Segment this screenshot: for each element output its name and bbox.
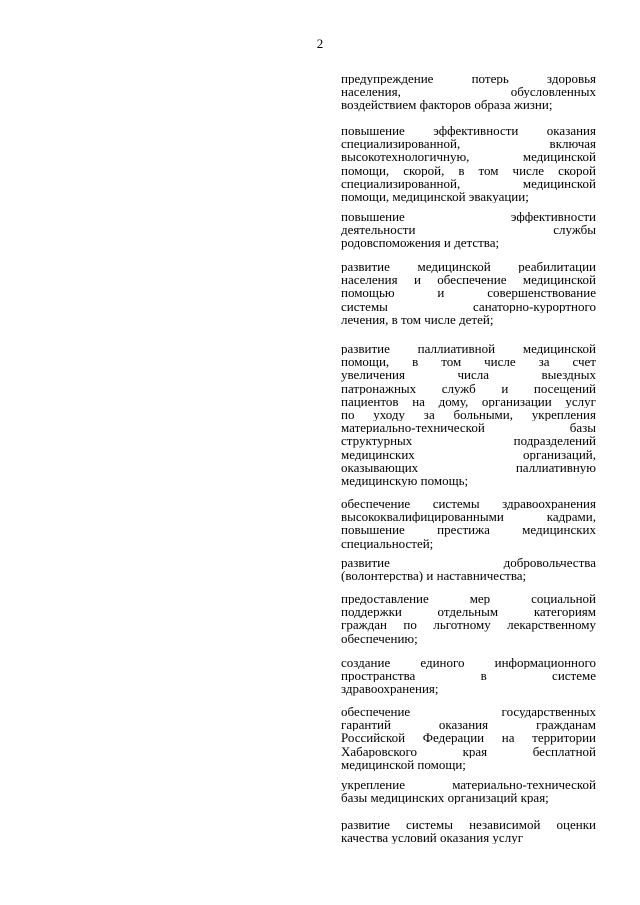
- text-line: специализированной, медицинской: [341, 176, 596, 190]
- text-line: медицинских организаций,: [341, 447, 596, 461]
- text-line: обеспечение системы здравоохранения: [341, 497, 596, 511]
- text-line: структурных подразделений: [341, 434, 596, 448]
- text-line: развитие паллиативной медицинской: [341, 342, 596, 356]
- text-line: обеспечение государственных: [341, 705, 596, 719]
- text-line: специализированной, включая: [341, 137, 596, 151]
- paragraph: [341, 818, 596, 844]
- text-line: пациентов на дому, организации услуг: [341, 394, 596, 408]
- paragraph: [341, 592, 596, 645]
- text-line: родовспоможения и детства;: [341, 236, 500, 250]
- text-line: помощи, скорой, в том числе скорой: [341, 163, 596, 177]
- paragraph: [341, 497, 596, 550]
- text-line: помощью и совершенствование: [341, 286, 596, 300]
- text-line: по уходу за больными, укрепления: [341, 407, 596, 422]
- paragraph: [341, 556, 596, 582]
- text-line: повышение эффективности: [341, 210, 596, 224]
- paragraph: [341, 656, 596, 696]
- text-line: здравоохранения;: [341, 682, 439, 696]
- paragraph: [341, 260, 596, 326]
- text-line: укрепление материально-технической: [341, 778, 596, 792]
- text-line: предоставление мер социальной: [341, 592, 596, 606]
- text-line: населения и обеспечение медицинской: [341, 273, 596, 287]
- paragraph: [341, 778, 596, 804]
- text-line: медицинскую помощь;: [341, 473, 469, 488]
- text-line: развитие системы независимой оценки: [341, 818, 596, 832]
- text-line: Хабаровского края бесплатной: [341, 744, 596, 758]
- paragraph: [341, 342, 596, 487]
- text-line: высококвалифицированными кадрами,: [341, 510, 596, 524]
- text-line: граждан по льготному лекарственному: [341, 618, 596, 632]
- text-line: помощи, медицинской эвакуации;: [341, 189, 529, 204]
- text-line: поддержки отдельным категориям: [341, 605, 596, 619]
- text-line: повышение эффективности оказания: [341, 124, 596, 138]
- text-line: Российской Федерации на территории: [341, 731, 596, 745]
- text-line: медицинской помощи;: [341, 757, 466, 771]
- text-line: качества условий оказания услуг: [341, 831, 524, 845]
- paragraph: [341, 705, 596, 771]
- text-line: повышение престижа медицинских: [341, 523, 596, 537]
- text-line: воздействием факторов образа жизни;: [341, 98, 553, 112]
- paragraph: [341, 124, 596, 203]
- page-number: 2: [316, 36, 324, 51]
- text-line: патронажных служб и посещений: [341, 381, 596, 395]
- text-line: населения, обусловленных: [341, 85, 596, 99]
- text-line: материально-технической базы: [341, 421, 596, 435]
- text-line: высокотехнологичную, медицинской: [341, 150, 596, 164]
- text-line: гарантий оказания гражданам: [341, 718, 596, 732]
- text-line: обеспечению;: [341, 631, 418, 645]
- text-line: системы санаторно-курортного: [341, 299, 596, 313]
- paragraph: [341, 210, 596, 250]
- text-line: оказывающих паллиативную: [341, 460, 596, 474]
- text-line: деятельности службы: [341, 223, 596, 237]
- text-line: базы медицинских организаций края;: [341, 791, 549, 805]
- text-line: пространства в системе: [341, 669, 596, 683]
- text-line: лечения, в том числе детей;: [341, 312, 494, 326]
- paragraph: [341, 72, 596, 112]
- text-line: увеличения числа выездных: [341, 368, 596, 382]
- text-line: развитие медицинской реабилитации: [341, 260, 596, 274]
- text-line: развитие добровольчества: [341, 556, 596, 570]
- text-line: (волонтерства) и наставничества;: [341, 569, 527, 583]
- text-line: создание единого информационного: [341, 656, 596, 670]
- text-line: помощи, в том числе за счет: [341, 355, 596, 369]
- text-line: предупреждение потерь здоровья: [341, 72, 596, 86]
- text-line: специальностей;: [341, 536, 434, 550]
